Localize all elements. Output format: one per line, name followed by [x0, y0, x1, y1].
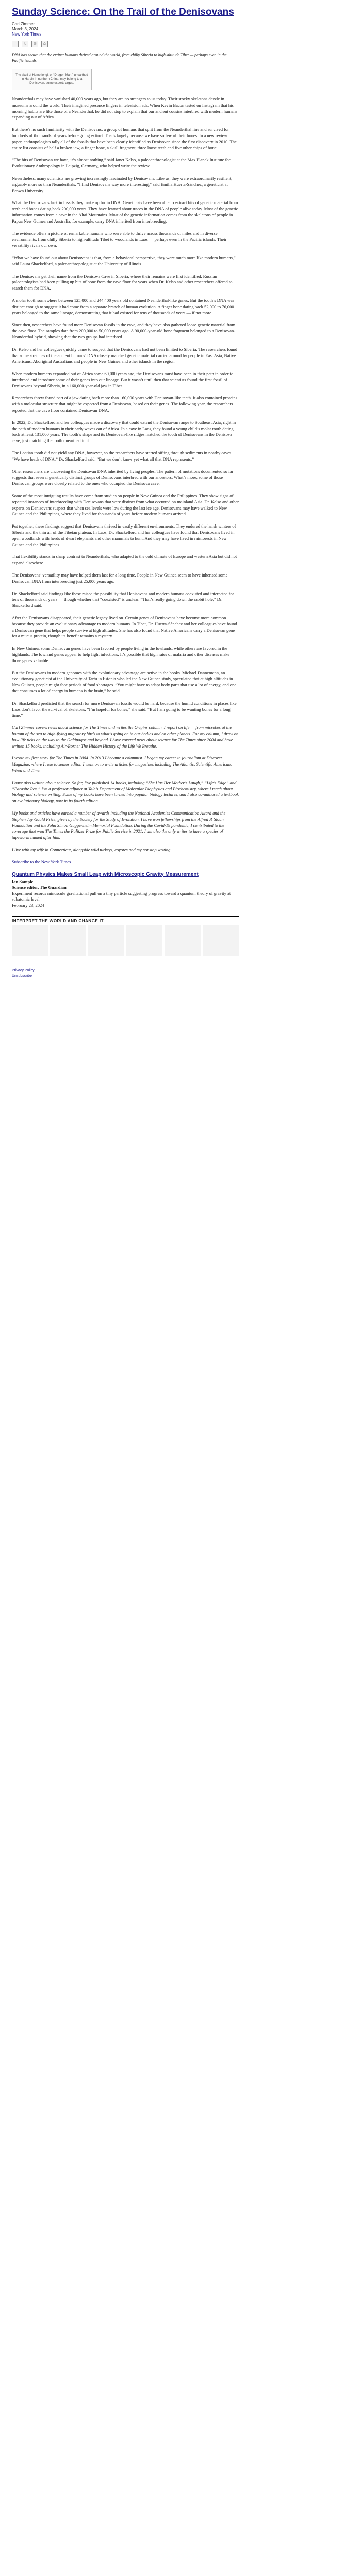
author-bio-paragraph: I wrote my first story for The Times in 2004. In 2013 I became a columnist. I began my career in journalism at Discover Magazine, where I rose to senior editor. I went on to write articles for magazines including The Atlantic, Scientific American, Wired and Time. [12, 755, 232, 773]
publish-date: March 3, 2024 [12, 27, 39, 31]
footer-section-label: INTERPRET THE WORLD AND CHANGE IT [12, 919, 104, 923]
article-paragraph: The Laotian tooth did not yield any DNA, however, so the researchers have started sifting through sediments in nearby caves. “We have loads of DNA,” Dr. Shackelford said. “But we don’t know yet what all that DNA represents.” [12, 450, 233, 462]
article-paragraph: After the Denisovans disappeared, their genetic legacy lived on. Certain genes of Denisovans have become more common because they provide an evolutionary advantage to modern humans. In Tibet, Dr. Huerta-Sánchez and her colleagues have found a Denisovan gene that helps people survive at high altitudes. She has also found that Native Americans carry a Denisovan gene for a mucus protein, though its benefit remains a mystery. [12, 615, 237, 639]
article-paragraph: Dr. Shackelford predicted that the search for more Denisovan fossils would be hard, because the humid conditions in places like Laos don’t favor the survival of skeletons. “I’m hopeful for bones,” she said. “But I am going to be wanting bones for a long time.” [12, 700, 237, 718]
article-paragraph: Neanderthals may have vanished 40,000 years ago, but they are no strangers to us today. Their stocky skeletons dazzle in museums around the world. Their imagined presence lingers in television ads. When Kevin Bacon tested on Instagram that his morning habits are like those of a Neanderthal, he did not stop to explain that our ancient cousins interbred with modern humans expanding out of Africa. [12, 96, 238, 120]
article-paragraph: “What we have found out about Denisovans is that, from a behavioral perspective, they were much more like modern humans,” said Laura Shackelford, a paleoanthropologist at the University of Illinois. [12, 255, 236, 266]
article-headline[interactable]: Sunday Science: On the Trail of the Denisovans [12, 7, 234, 18]
author-bio-paragraph: My books and articles have earned a number of awards including the National Academies Communication Award and the Stephen Jay Gould Prize, given by the Society for the Study of Evolution. I have won fellowships from the Alfred P. Sloan Foundation and the John Simon Guggenheim Memorial Foundation. During the Covid-19 pandemic, I contributed to the coverage that won The Times the Pulitzer Prize for Public Service in 2021. I am also the only writer to have a species of tapeworm named after him. [12, 810, 226, 840]
author-bio-paragraph: I have also written about science. So far, I’ve published 14 books, including “She Has Her Mother’s Laugh,” “Life’s Edge” and “Parasite Rex.” I’m a professor adjunct at Yale’s Department of Molecular Biophysics and Biochemistry, where I teach about biology and science writing. Some of my books have been turned into popular biology lectures, and I also co-authored a textbook on evolutionary biology, now in its fourth edition. [12, 779, 239, 804]
article-paragraph: But the Denisovans in modern genomes with the evolutionary advantage are active in the books. Michael Dannemann, an evolutionary geneticist at the University of Tartu in Estonia who led the New Guinea study, speculated that at high altitudes in New Guinea, people might face periods of food shortages. “You might have to adapt body parts that use a lot of energy, and one that consumes a lot of energy in humans is the brain,” he said. [12, 670, 237, 693]
print-icon[interactable]: ⎙ [41, 41, 48, 47]
article-paragraph: But there's no such familiarity with the Denisovans, a group of humans that split from the Neanderthal line and survived for hundreds of thousands of years before going extinct. That's largely because we have so few of their bones. In a new review paper, anthropologists tally all of the fossils that have been clearly identified as Denisovan since the first discovery in 2010. The entire list consists of half a broken jaw, a finger bone, a skull fragment, three loose teeth and five other chips of bone. [12, 127, 237, 150]
related-title[interactable]: Quantum Physics Makes Small Leap with Microscopic Gravity Measurement [12, 871, 199, 877]
article-paragraph: In 2022, Dr. Shackelford and her colleagues made a discovery that could extend the Denisovan range to Southeast Asia, right in the path of modern humans in their early waves out of Africa. In a cave in Laos, they found a young child’s molar tooth dating back at least 131,000 years. The tooth’s shape and its Denisovan-like ridges matched the tooth of Denisovans in the Denisova cave, just matching the tooth unearthed in it. [12, 419, 236, 444]
related-summary: Experiment records minuscule gravitational pull on a tiny particle suggesting progress toward a quantum theory of gravity at subatomic level [12, 890, 231, 902]
related-story [12, 872, 239, 909]
footer [12, 916, 239, 956]
subscribe-link[interactable]: Subscribe to the New York Times. [12, 859, 72, 865]
article-paragraph: A molar tooth somewhere between 125,000 and 244,400 years old contained Neanderthal-like genes. But the tooth’s DNA was distinct enough to suggest it had come from a separate branch of human evolution. A finger bone dating back 52,000 to 76,000 years belonged to the same lineage, demonstrating that it had existed for tens of thousands of years — if not more. [12, 297, 235, 315]
footer-grid [12, 925, 239, 956]
article-paragraph: In New Guinea, some Denisovan genes have been favored by people living in the lowlands, while others are favored in the highlands. The lowland genes appear to help fight infections. It’s possible that high rates of malaria and other diseases make those genes valuable. [12, 646, 230, 663]
article-intro: DNA has shown that the extinct humans thrived around the world, from chilly Siberia to high-altitude Tibet — perhaps even in the Pacific islands. [12, 53, 227, 63]
author-name: Carl Zimmer [12, 22, 35, 26]
twitter-icon[interactable]: t [22, 41, 28, 47]
article-paragraph: Put together, these findings suggest that Denisovans thrived in vastly different environments. They endured the harsh winters of Siberia and the thin air of the Tibetan plateau. In Laos, Dr. Shackelford and her colleagues have found that Denisovans lived in open woodlands with herds of dwarf elephants and other mammals to hunt. And they may have lived in rainforests in New Guinea and the Philippines. [12, 523, 236, 547]
related-date: February 23, 2024 [12, 902, 44, 908]
article-paragraph: The evidence offers a picture of remarkable humans who were able to thrive across thousands of miles and in diverse environments, from chilly Siberia to high-altitude Tibet to woodlands in Laos — perhaps even in the Pacific islands. Their versatility rivals our own. [12, 230, 227, 248]
article-paragraph: Researchers threw found part of a jaw dating back more than 160,000 years with Denisovan-like teeth. It also contained proteins with a molecular structure that might be expected from a Denisovan, based on their genes. The following year, the researchers reported that the cave floor contained Denisovan DNA. [12, 395, 237, 413]
unsubscribe-link[interactable]: Unsubscribe [12, 974, 32, 978]
article-image [12, 69, 92, 90]
article-paragraph: Other researchers are uncovering the Denisovan DNA inherited by living peoples. The pattern of mutations documented so far suggests that several genetically distinct groups of Denisovans interbred with our ancestors. What’s more, some of those Denisovan groups were closely related to the ones who occupied the Denisova cave. [12, 468, 234, 486]
email-icon[interactable]: ✉ [31, 41, 38, 47]
article-paragraph: Nevertheless, many scientists are growing increasingly fascinated by Denisovans. Like us, they were extraordinarily resilient, arguably more so than Neanderthals. “I find Denisovans way more interesting,” said Emilia Huerta-Sánchez, a geneticist at Brown University. [12, 175, 233, 193]
source-link[interactable]: New York Times [12, 32, 42, 37]
article-paragraph: “The bits of Denisovan we have, it’s almost nothing,” said Janet Kelso, a paleoanthropologist at the Max Planck Institute for Evolutionary Anthropology in Leipzig, Germany, who helped write the review. [12, 157, 231, 169]
related-author: Ian Sample [12, 878, 34, 884]
share-icons [12, 41, 239, 47]
related-role: Science editor, The Guardian [12, 885, 67, 890]
article-paragraph: Dr. Shackelford said findings like these raised the possibility that Denisovans and modern humans coexisted and interacted for tens of thousands of years — though whether that “coexisted” is unclear. “That’s really going down the rabbit hole,” Dr. Shackelford said. [12, 590, 234, 608]
article-paragraph: Some of the most intriguing results have come from studies on people in New Guinea and the Philippines. They show signs of repeated instances of interbreeding with Denisovans that were distinct from what occurred on mainland Asia. Dr. Kelso and other experts on Denisovans suspect that when sea levels were low during the last ice age, Denisovans may have walked to New Guinea and the Philippines, where they lived for thousands of years before modern humans arrived. [12, 493, 239, 517]
article-body [12, 96, 239, 719]
article-paragraph: That flexibility stands in sharp contrast to Neanderthals, who adapted to the cold climate of Europe and western Asia but did not expand elsewhere. [12, 554, 237, 566]
bottom-links [12, 968, 239, 979]
image-caption: The skull of Homo longi, or “Dragon Man,” unearthed in Harbin in northern China, may belong to a Denisovan, some experts argue. [15, 74, 88, 85]
article-paragraph: When modern humans expanded out of Africa some 60,000 years ago, the Denisovans must have been in their path in order to interbreed and introduce some of their genes into our lineage. But it wasn’t until then that scientists found the first fossil of Denisovans beyond Siberia, in a 160,000-year-old jaw in Tibet. [12, 371, 234, 388]
author-bio [12, 725, 239, 853]
privacy-policy-link[interactable]: Privacy Policy [12, 969, 35, 972]
article-paragraph: The Denisovans get their name from the Denisova Cave in Siberia, where their remains were first identified. Russian paleontologists had been pulling up bits of bone from the cave floor for years when Dr. Kelso and other researchers offered to search them for DNA. [12, 273, 233, 291]
article-container [12, 0, 239, 979]
article-paragraph: Dr. Kelso and her colleagues quickly came to suspect that the Denisovans had not been limited to Siberia. The researchers found that some stretches of the ancient humans’ DNA closely matched genetic material carried around by people in East Asia, Native Americans, Aboriginal Australians and people in New Guinea and other islands in the region. [12, 346, 237, 364]
author-bio-paragraph: Carl Zimmer covers news about science for The Times and writes the Origins column. I report on life — from microbes at the bottom of the sea to high-flying migratory birds to what's going on in our bodies and on other planets. For my column, I draw on how life ticks on the way to the Galápagos and beyond. I have covered news about science for The Times since 2004 and have written 15 books, including Air-Borne: The Hidden History of the Life We Breathe. [12, 725, 239, 749]
article-paragraph: Since then, researchers have found more Denisovan fossils in the cave, and they have also gathered loose genetic material from the cave floor. The samples date from 200,000 to 50,000 years ago. A 90,000-year-old bone fragment belonged to a Denisovan-Neanderthal hybrid, showing that the two groups had interbred. [12, 322, 236, 340]
facebook-icon[interactable]: f [12, 41, 19, 47]
article-paragraph: The Denisovans’ versatility may have helped them last for a long time. People in New Guinea seem to have inherited some Denisovan DNA from interbreeding just 25,000 years ago. [12, 572, 228, 584]
article-paragraph: What the Denisovans lack in fossils they make up for in DNA. Geneticists have been able to extract bits of genetic material from teeth and bones dating back 200,000 years. They have learned about traces in the DNA of people alive today. Most of the genetic information comes from a cave in the Altai Mountains. Most of the genetic information comes from the skeletons of people in Papua New Guinea and Australia, for example, carry DNA inherited from interbreeding. [12, 200, 238, 224]
byline [12, 22, 239, 37]
author-bio-paragraph: I live with my wife in Connecticut, alongside wild turkeys, coyotes and my nonstop writing. [12, 846, 172, 852]
